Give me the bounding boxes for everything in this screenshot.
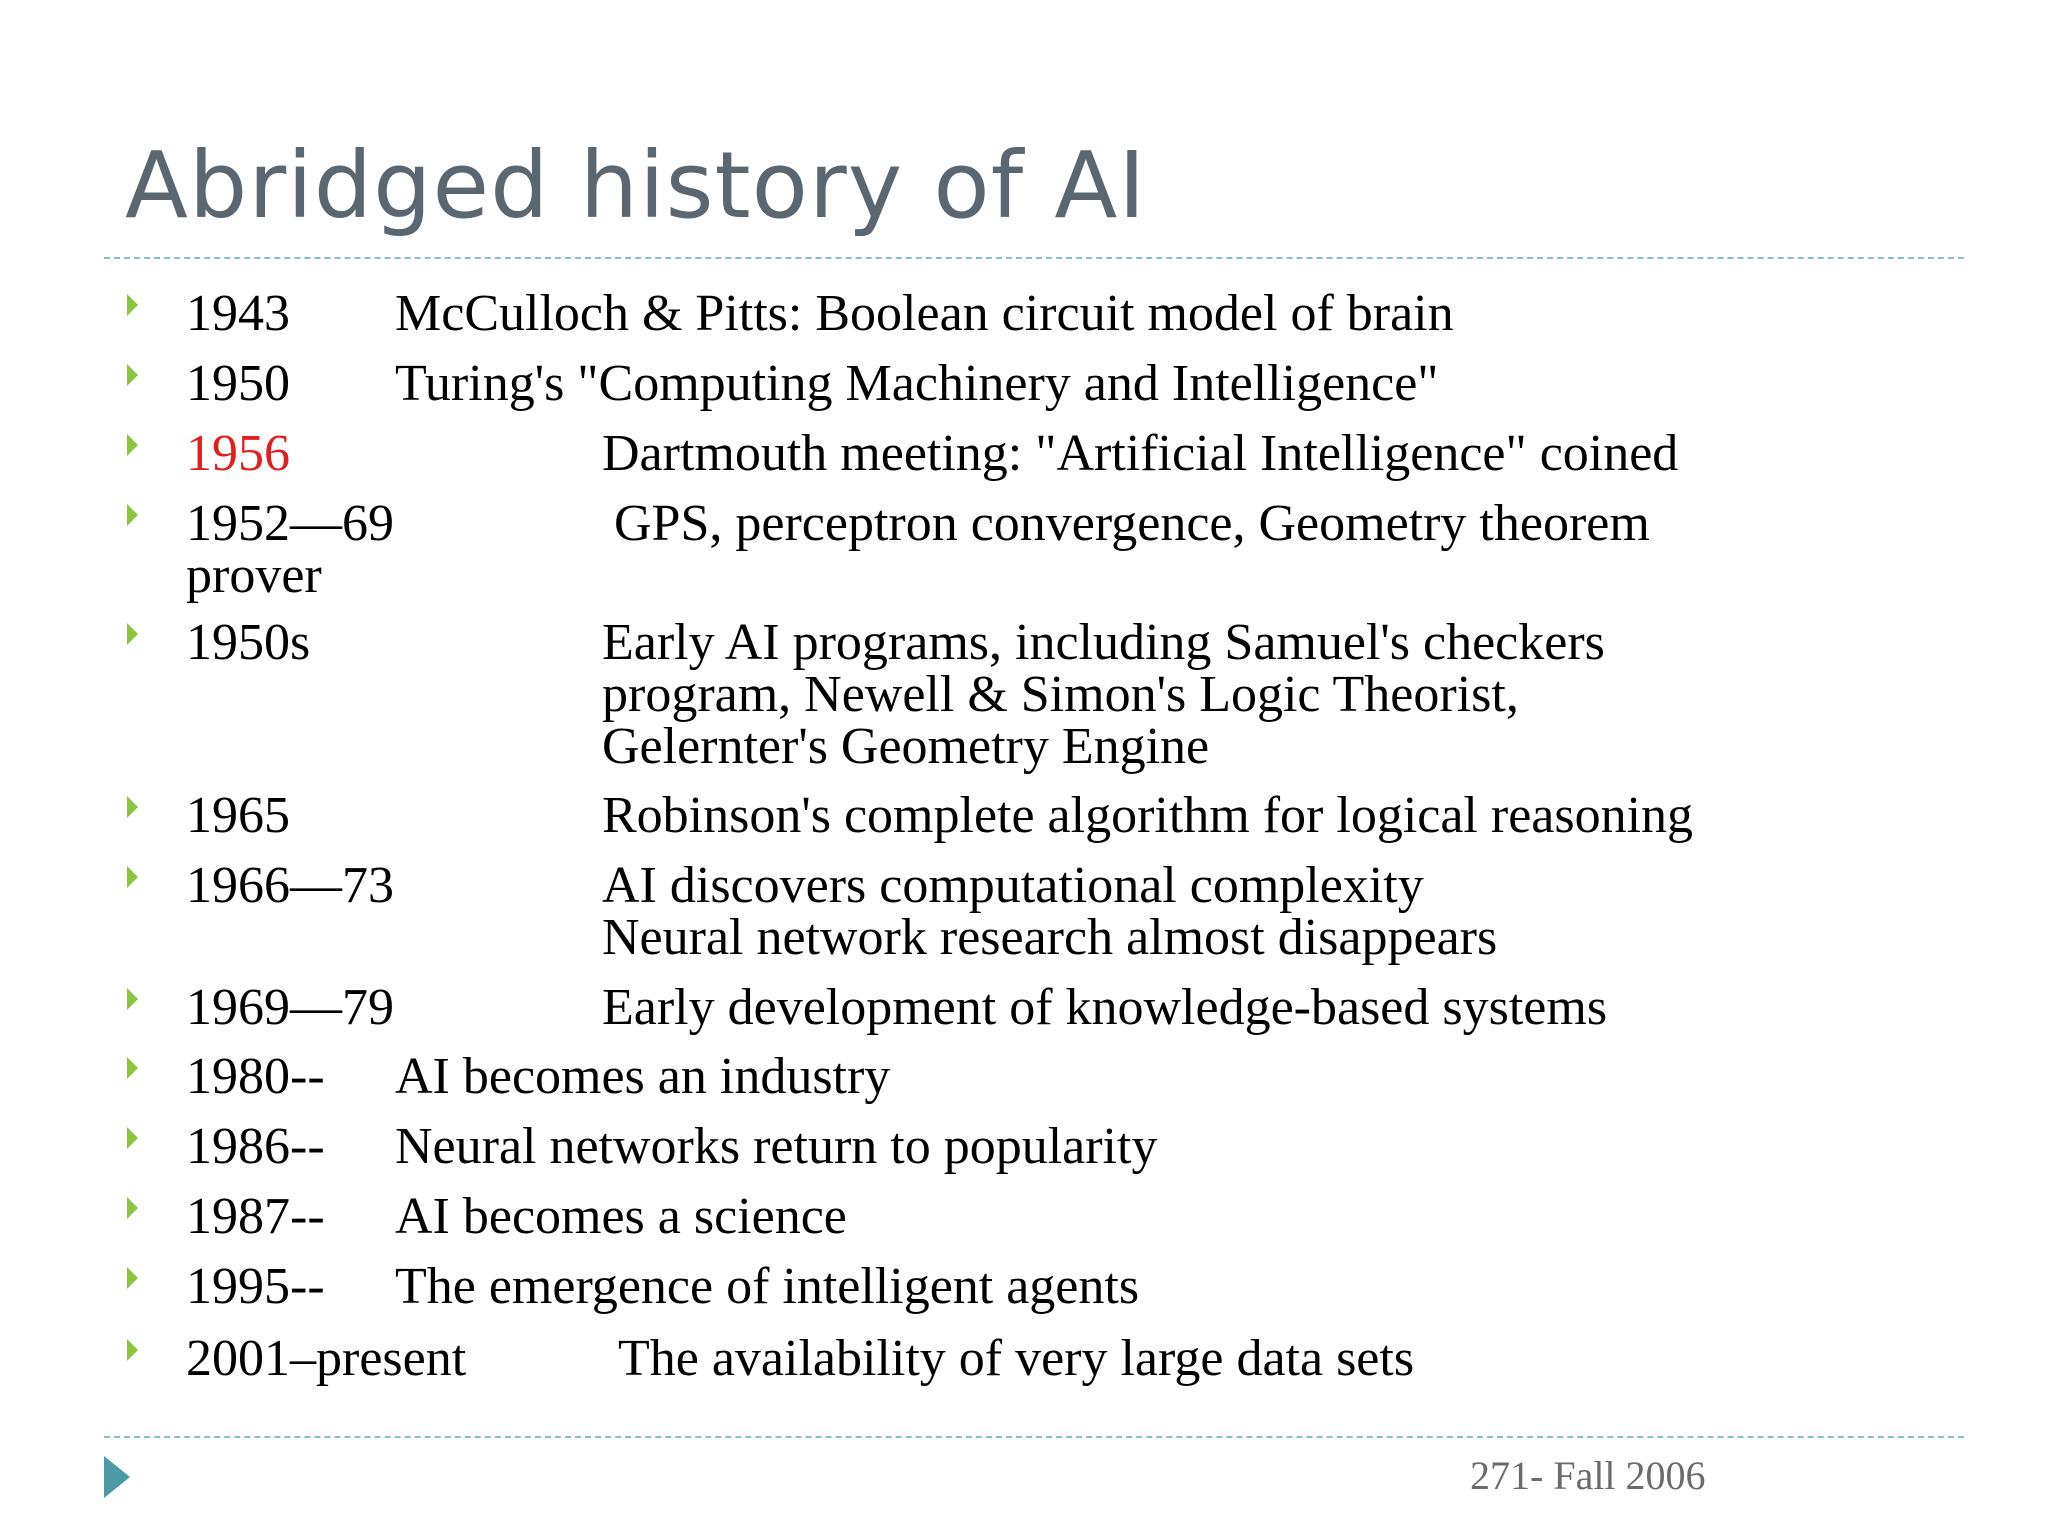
- item-year: 1965: [186, 787, 290, 844]
- item-description: Turing's "Computing Machinery and Intelligence": [395, 355, 1439, 412]
- bullet-icon: [127, 1267, 138, 1289]
- item-year: 1966—73: [186, 857, 394, 914]
- title-divider: [104, 257, 1964, 259]
- item-description-line: Neural network research almost disappears: [602, 909, 1498, 966]
- item-year-highlighted: 1956: [186, 425, 290, 482]
- item-description-wrap: prover: [186, 547, 322, 604]
- item-description-line: program, Newell & Simon's Logic Theorist,: [602, 666, 1519, 723]
- item-description: AI becomes an industry: [395, 1048, 891, 1105]
- item-description: GPS, perceptron convergence, Geometry theorem: [614, 495, 1650, 552]
- slide-footer: 271- Fall 2006: [1470, 1453, 1706, 1498]
- item-year: 1987--: [186, 1188, 325, 1245]
- bullet-icon: [127, 866, 138, 888]
- bullet-icon: [127, 294, 138, 316]
- item-description: The emergence of intelligent agents: [395, 1258, 1140, 1315]
- bullet-icon: [127, 796, 138, 818]
- item-year: 1950s: [186, 614, 311, 671]
- item-description: Robinson's complete algorithm for logical reasoning: [602, 787, 1694, 844]
- item-year: 1952—69: [186, 495, 394, 552]
- bullet-icon: [127, 988, 138, 1010]
- bullet-icon: [127, 1057, 138, 1079]
- item-description: McCulloch & Pitts: Boolean circuit model of brain: [395, 285, 1454, 342]
- item-description-line: AI discovers computational complexity: [602, 857, 1424, 914]
- item-year: 1969—79: [186, 979, 394, 1036]
- item-year: 1995--: [186, 1258, 325, 1315]
- item-year: 1950: [186, 355, 290, 412]
- item-description: Early development of knowledge-based systems: [602, 979, 1608, 1036]
- bullet-icon: [127, 364, 138, 386]
- bullet-icon: [127, 1127, 138, 1149]
- item-year: 1986--: [186, 1118, 325, 1175]
- slide-title: Abridged history of AI: [125, 132, 1147, 239]
- footer-divider: [104, 1436, 1964, 1438]
- slide-nav-arrow-icon[interactable]: [104, 1456, 130, 1498]
- item-description: Dartmouth meeting: "Artificial Intelligence" coined: [602, 425, 1679, 482]
- bullet-icon: [127, 1339, 138, 1361]
- item-description: AI becomes a science: [395, 1188, 847, 1245]
- item-year: 1943: [186, 285, 290, 342]
- item-year: 1980--: [186, 1048, 325, 1105]
- item-year: 2001–present: [186, 1330, 467, 1387]
- bullet-icon: [127, 623, 138, 645]
- bullet-icon: [127, 1197, 138, 1219]
- bullet-icon: [127, 434, 138, 456]
- item-description-line: Early AI programs, including Samuel's checkers: [602, 614, 1605, 671]
- item-description-line: Gelernter's Geometry Engine: [602, 718, 1210, 775]
- item-description: Neural networks return to popularity: [395, 1118, 1158, 1175]
- bullet-icon: [127, 504, 138, 526]
- item-description: The availability of very large data sets: [618, 1330, 1415, 1387]
